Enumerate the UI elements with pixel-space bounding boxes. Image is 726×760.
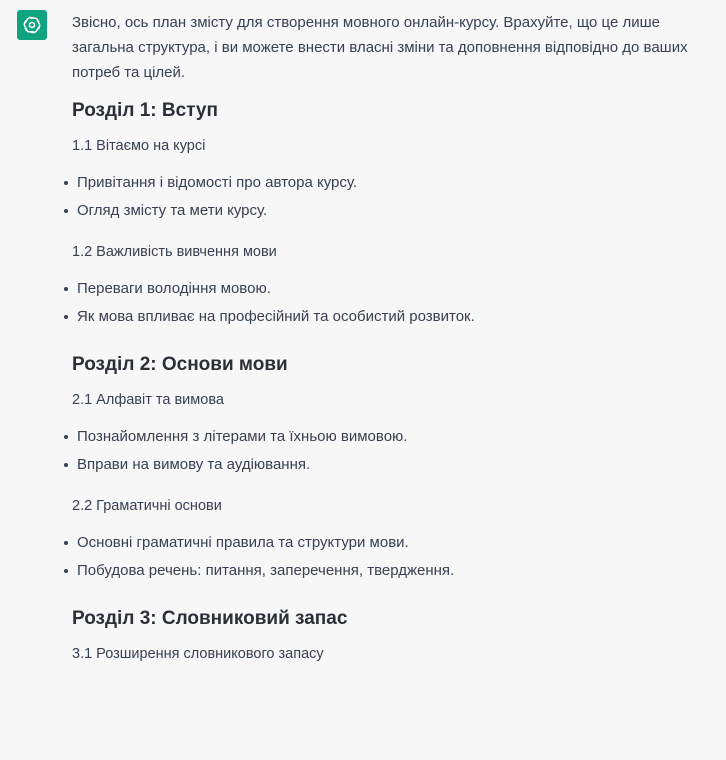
subsection-title: 3.1 Розширення словникового запасу — [72, 646, 324, 662]
assistant-avatar — [17, 10, 47, 40]
message-intro: Звісно, ось план змісту для створення мовного онлайн-курсу. Врахуйте, що це лише загальна структура, і ви можете внести власні зміни та доповнення відповідно до ваших потреб та цілей. — [72, 14, 688, 81]
subsection-title: 2.1 Алфавіт та вимова — [72, 392, 224, 408]
subsection-title: 2.2 Граматичні основи — [72, 498, 222, 514]
assistant-message — [72, 10, 712, 664]
bullet-list — [72, 529, 712, 585]
list-item: Огляд змісту та мети курсу. — [72, 197, 712, 225]
bullet-list — [72, 423, 712, 479]
bullet-list — [72, 169, 712, 225]
list-item: Привітання і відомості про автора курсу. — [72, 169, 712, 197]
list-item: Познайомлення з літерами та їхньою вимовою. — [72, 423, 712, 451]
list-item: Як мова впливає на професійний та особистий розвиток. — [72, 303, 712, 331]
list-item: Побудова речень: питання, заперечення, твердження. — [72, 557, 712, 585]
list-item: Основні граматичні правила та структури мови. — [72, 529, 712, 557]
list-item: Вправи на вимову та аудіювання. — [72, 451, 712, 479]
subsection-title: 1.1 Вітаємо на курсі — [72, 138, 206, 154]
bullet-list — [72, 275, 712, 331]
list-item: Переваги володіння мовою. — [72, 275, 712, 303]
openai-logo-icon — [21, 14, 43, 36]
section-heading: Розділ 1: Вступ — [72, 100, 218, 121]
section-heading: Розділ 2: Основи мови — [72, 354, 288, 375]
subsection-title: 1.2 Важливість вивчення мови — [72, 244, 277, 260]
section-heading: Розділ 3: Словниковий запас — [72, 608, 348, 629]
